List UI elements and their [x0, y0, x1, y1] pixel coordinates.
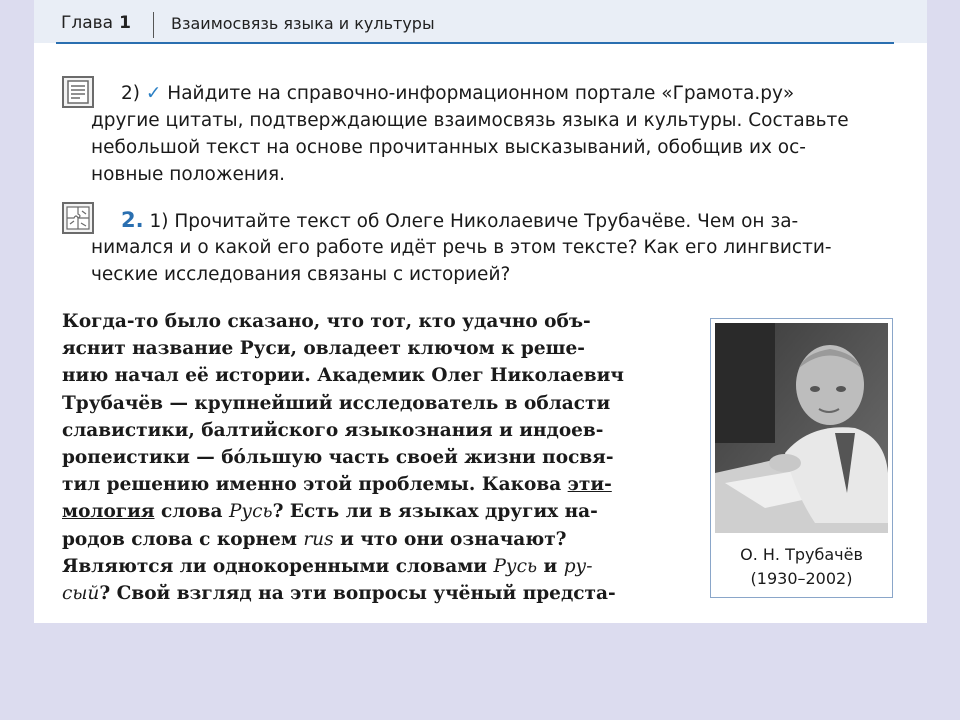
checkmark-icon: ✓	[145, 83, 162, 104]
text-line: новные положения.	[91, 164, 286, 185]
text-line: 2) ✓ Найдите на справочно-информационном портале «Грамота.ру»	[121, 83, 795, 104]
text-line: тил решению именно этой проблемы. Какова эти-	[62, 474, 612, 496]
text-line: Когда-то было сказано, что тот, кто удачно объ-	[62, 311, 591, 332]
underlined-term: эти-	[567, 474, 612, 496]
text-line: мология слова Русь? Есть ли в языках других на-	[62, 501, 598, 523]
task-number: 2.	[121, 208, 144, 232]
header-rule	[56, 42, 894, 44]
italic-word: Русь	[493, 555, 538, 577]
text-line: сый? Свой взгляд на эти вопросы учёный предста-	[62, 582, 616, 604]
text-line: нимался и о какой его работе идёт речь в этом тексте? Как его лингвисти-	[91, 237, 832, 258]
reading-text	[62, 308, 682, 607]
photo-caption-name: О. Н. Трубачёв	[740, 545, 863, 564]
italic-word: Русь	[228, 501, 273, 523]
text-line: ческие исследования связаны с историей?	[91, 264, 511, 285]
header-divider	[153, 12, 154, 38]
text-line: славистики, балтийского языкознания и индоев-	[62, 419, 604, 441]
chapter-label: Глава 1	[61, 13, 131, 33]
chapter-header	[34, 0, 927, 43]
italic-word: ру-	[563, 555, 593, 577]
task-2	[91, 207, 899, 288]
text-line: Являются ли однокоренными словами Русь и ру-	[62, 555, 593, 577]
text-line: родов слова с корнем rus и что они означают?	[62, 528, 567, 550]
text-line: другие цитаты, подтверждающие взаимосвязь языка и культуры. Составьте	[91, 110, 849, 131]
portrait-frame	[710, 318, 893, 598]
text-line: ропеистики — бóльшую часть своей жизни посвя-	[62, 446, 614, 468]
text-line: 2. 1) Прочитайте текст об Олеге Николаевиче Трубачёве. Чем он за-	[121, 208, 799, 232]
italic-word: rus	[303, 528, 334, 550]
underlined-term: мология	[62, 501, 155, 523]
text-line: нию начал её истории. Академик Олег Николаевич	[62, 365, 624, 387]
textbook-page	[34, 0, 927, 623]
chapter-number: 1	[119, 13, 131, 33]
text-line: небольшой текст на основе прочитанных высказываний, обобщив их ос-	[91, 137, 806, 158]
sub-task-number: 1)	[149, 211, 169, 232]
text-line: Трубачёв — крупнейший исследователь в области	[62, 392, 611, 414]
task-1-part-2	[91, 80, 899, 188]
italic-word: сый	[62, 582, 100, 604]
puzzle-icon	[62, 202, 94, 234]
document-lines-icon	[62, 76, 94, 108]
sub-task-number: 2)	[121, 83, 140, 104]
text-line: яснит название Руси, овладеет ключом к реше-	[62, 338, 585, 360]
portrait-photo	[715, 323, 888, 533]
photo-caption-years: (1930–2002)	[750, 569, 853, 588]
chapter-title: Взаимосвязь языка и культуры	[171, 14, 435, 33]
